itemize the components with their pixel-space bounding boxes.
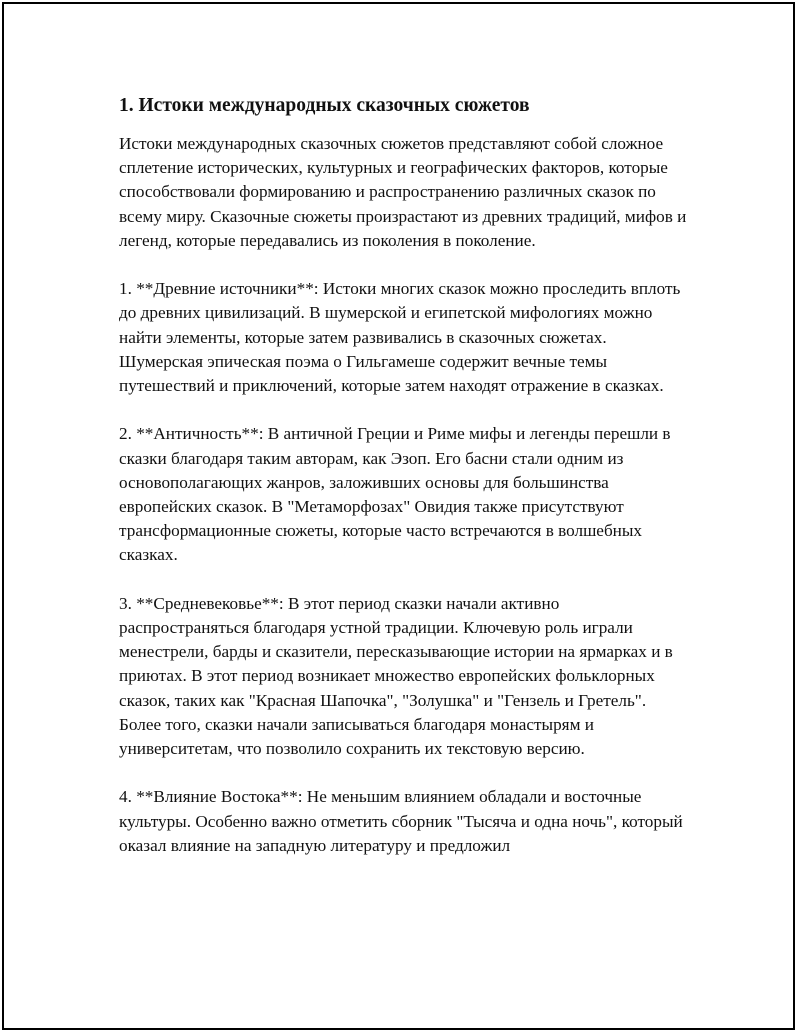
paragraph-antiquity: 2. **Античность**: В античной Греции и Риме мифы и легенды перешли в сказки благодаря таким авторам, как Эзоп. Его басни стали одним из основополагающих жанров, заложивших основы для большинства европейских сказок. В "Метаморфозах" Овидия также присутствуют трансформационные сюжеты, которые часто встречаются в волшебных сказках.: [119, 424, 671, 565]
document-body: [119, 93, 689, 882]
section-heading: 1. Истоки международных сказочных сюжетов: [119, 95, 530, 116]
paragraph-middle-ages: 3. **Средневековье**: В этот период сказки начали активно распространяться благодаря устной традиции. Ключевую роль играли менестрели, барды и сказители, пересказывающие истории на ярмарках и в приютах. В этот период возникает множество европейских фольклорных сказок, таких как "Красная Шапочка", "Золушка" и "Гензель и Гретель". Более того, сказки начали записываться благодаря монастырям и университетам, что позволило сохранить их текстовую версию.: [119, 593, 673, 759]
paragraph-east-influence: 4. **Влияние Востока**: Не меньшим влиянием обладали и восточные культуры. Особенно важно отметить сборник "Тысяча и одна ночь", который оказал влияние на западную литературу и предложил: [119, 787, 683, 855]
paragraph-intro: Истоки международных сказочных сюжетов представляют собой сложное сплетение исторических, культурных и географических факторов, которые способствовали формированию и распространению различных сказок по всему миру. Сказочные сюжеты произрастают из древних традиций, мифов и легенд, которые передавались из поколения в поколение.: [119, 134, 687, 250]
paragraph-ancient-sources: 1. **Древние источники**: Истоки многих сказок можно проследить вплоть до древних цивилизаций. В шумерской и египетской мифологиях можно найти элементы, которые затем развивались в сказочных сюжетах. Шумерская эпическая поэма о Гильгамеше содержит вечные темы путешествий и приключений, которые затем находят отражение в сказках.: [119, 279, 681, 396]
